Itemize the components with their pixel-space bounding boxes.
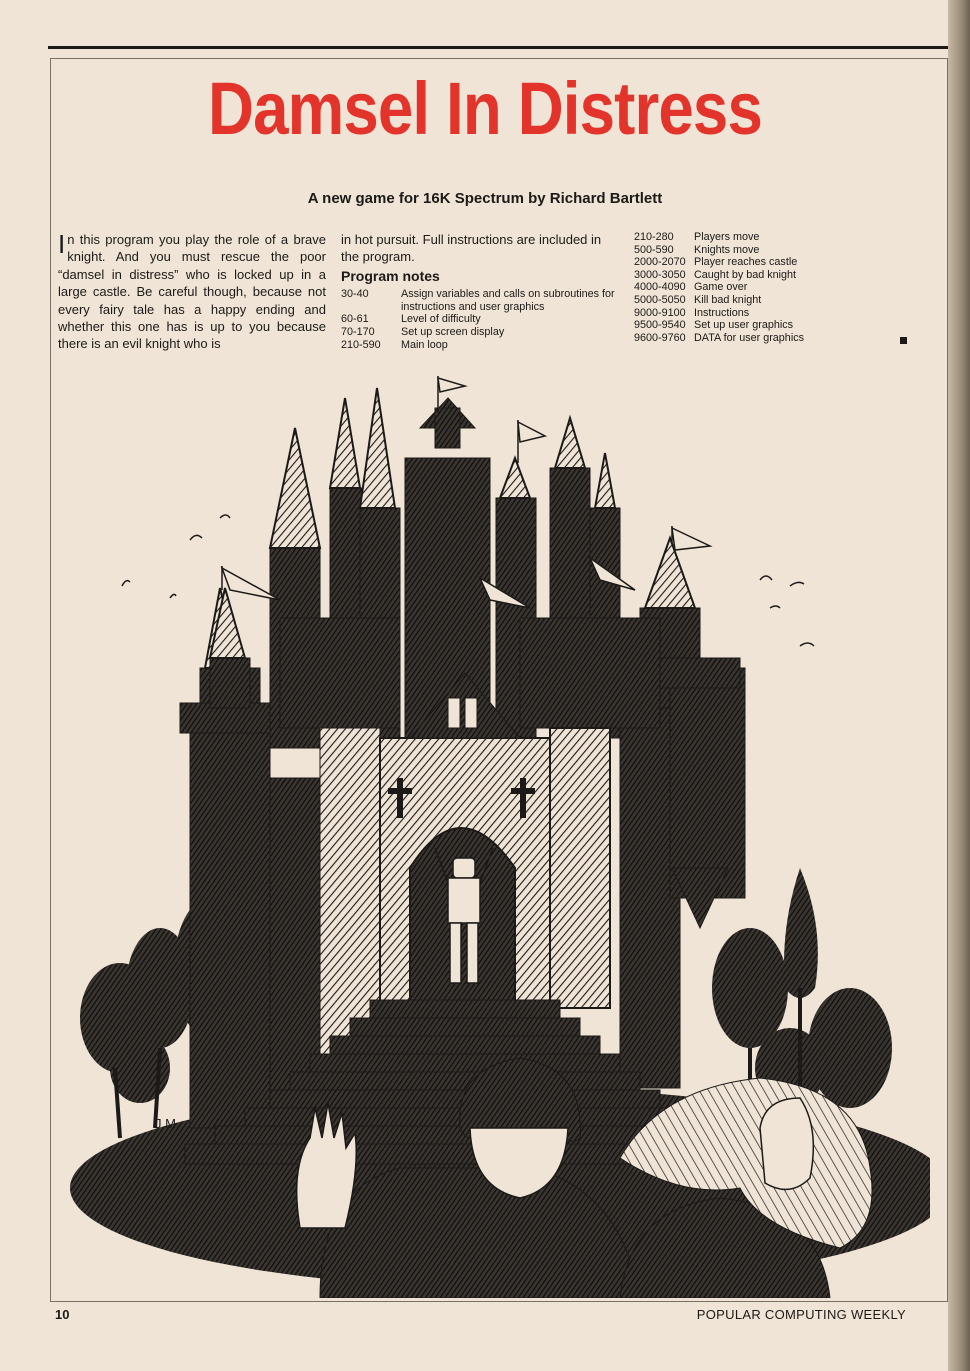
note-desc: Game over (694, 281, 748, 294)
castle-doorway (410, 828, 515, 1008)
intro-column-2 (341, 231, 621, 351)
note-range: 9000-9100 (634, 306, 686, 319)
note-desc: Assign variables and calls on subroutines for instructions and user graphics (401, 288, 615, 313)
note-desc: Player reaches castle (694, 256, 798, 269)
note-desc: Set up screen display (401, 326, 505, 338)
page-number: 10 (55, 1307, 70, 1322)
note-desc: Instructions (694, 306, 750, 319)
program-notes-list-1 (341, 288, 621, 351)
note-row (634, 319, 864, 332)
note-row (341, 288, 621, 313)
intro-text-part-1: n this program you play the role of a brave knight. And you must rescue the poor “damsel in distress” who is locked up in a large castle. Be careful though, because not every fairy tale has a happy ending and whether this one has is up to you because there is an evil knight who is (58, 232, 326, 352)
trees-right (712, 868, 892, 1108)
note-row (634, 269, 864, 282)
intro-text-part-2: in hot pursuit. Full instructions are included in the program. (341, 232, 602, 265)
note-range: 210-590 (341, 338, 381, 351)
note-desc: Set up user graphics (694, 319, 794, 332)
note-range: 2000-2070 (634, 256, 686, 269)
note-range: 210-280 (634, 231, 674, 243)
article-subtitle: A new game for 16K Spectrum by Richard Bartlett (307, 190, 663, 207)
note-range: 500-590 (634, 243, 674, 256)
note-desc: Knights move (694, 243, 760, 256)
end-mark (900, 337, 907, 344)
note-row (634, 294, 864, 307)
magazine-name: POPULAR COMPUTING WEEKLY (696, 1307, 906, 1322)
note-range: 3000-3050 (634, 268, 686, 281)
artist-signature: J.M. (155, 1116, 180, 1131)
note-desc: Kill bad knight (694, 293, 762, 306)
note-row (341, 313, 621, 326)
note-row (634, 231, 864, 244)
note-range: 70-170 (341, 326, 375, 338)
note-range: 5000-5050 (634, 293, 686, 306)
note-range: 4000-4090 (634, 281, 686, 294)
note-desc: Main loop (401, 338, 448, 351)
note-row (634, 281, 864, 294)
program-notes-list-2 (634, 231, 864, 344)
note-row (634, 332, 864, 345)
note-range: 60-61 (341, 313, 369, 326)
article-title: Damsel In Distress (207, 67, 763, 150)
note-row (341, 339, 621, 352)
note-desc: Players move (694, 231, 760, 243)
program-notes-heading: Program notes (341, 267, 440, 284)
note-row (634, 244, 864, 257)
note-range: 30-40 (341, 288, 369, 301)
note-desc: DATA for user graphics (694, 331, 805, 344)
drop-cap: I (58, 229, 66, 259)
intro-column-1 (58, 231, 326, 353)
note-desc: Caught by bad knight (694, 268, 797, 281)
note-range: 9600-9760 (634, 331, 686, 344)
note-row (634, 256, 864, 269)
note-row (341, 326, 621, 339)
note-range: 9500-9540 (634, 319, 686, 332)
note-row (634, 307, 864, 320)
castle-illustration (60, 368, 930, 1298)
note-desc: Level of difficulty (401, 313, 481, 326)
